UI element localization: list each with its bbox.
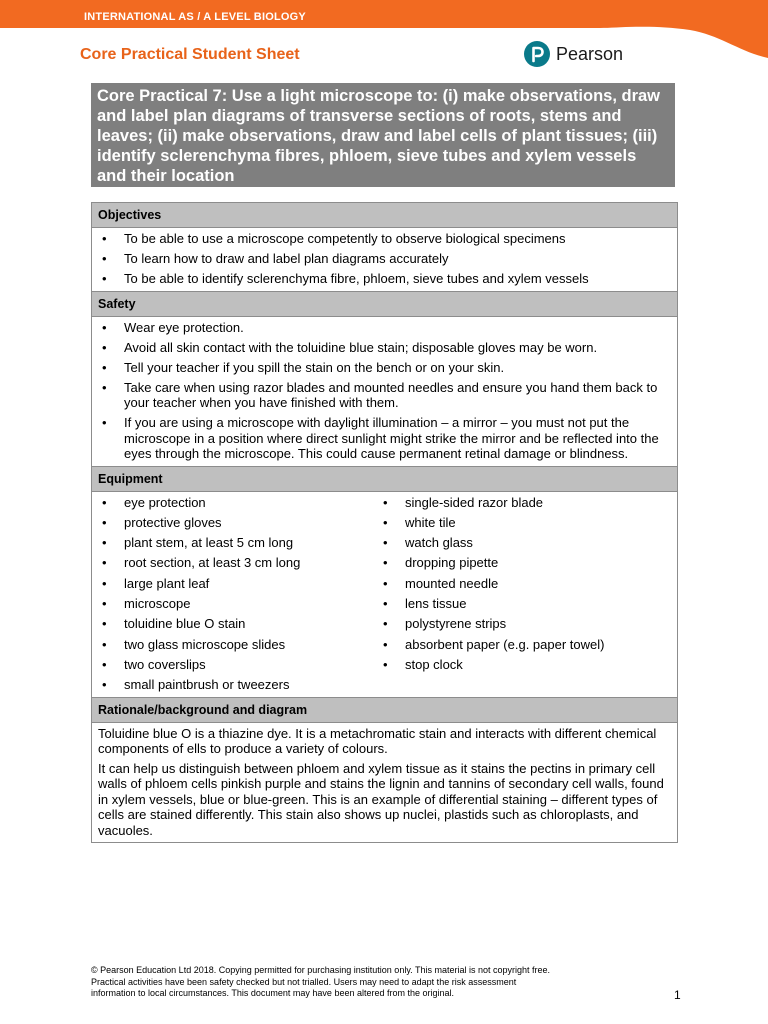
list-item: • To be able to identify sclerenchyma fibre, phloem, sieve tubes and xylem vessels [98, 271, 671, 287]
list-item: • white tile [379, 515, 671, 531]
series-title: INTERNATIONAL AS / A LEVEL BIOLOGY [84, 11, 306, 23]
list-item: • absorbent paper (e.g. paper towel) [379, 637, 671, 653]
list-item: • To be able to use a microscope competently to observe biological specimens [98, 231, 671, 247]
list-item: • mounted needle [379, 576, 671, 592]
list-item: • single-sided razor blade [379, 495, 671, 511]
list-item: • two glass microscope slides [98, 637, 379, 653]
pearson-logo-icon [524, 41, 550, 67]
footer-copyright: © Pearson Education Ltd 2018. Copying permitted for purchasing institution only. This material is not copyright free. [91, 965, 551, 975]
list-item: • dropping pipette [379, 555, 671, 571]
footer-line: information to local circumstances. This document may have been altered from the original. [91, 988, 455, 998]
list-item: • Take care when using razor blades and mounted needles and ensure you hand them back to your teacher when you have finished with them. [98, 380, 671, 411]
equipment-list-left [98, 495, 379, 693]
list-item: • lens tissue [379, 596, 671, 612]
objectives-heading: Objectives [92, 203, 677, 228]
list-item: • stop clock [379, 657, 671, 673]
list-item: • Wear eye protection. [98, 320, 671, 336]
safety-heading: Safety [92, 292, 677, 317]
rationale-heading: Rationale/background and diagram [92, 698, 677, 723]
pearson-logo [524, 40, 623, 68]
list-item: • plant stem, at least 5 cm long [98, 535, 379, 551]
list-item: • small paintbrush or tweezers [98, 677, 379, 693]
objectives-section [92, 228, 677, 292]
footer-notice [91, 965, 651, 1000]
list-item: • Avoid all skin contact with the toluidine blue stain; disposable gloves may be worn. [98, 340, 671, 356]
equipment-list-right [379, 495, 671, 673]
list-item: • polystyrene strips [379, 616, 671, 632]
equipment-section [92, 492, 677, 698]
rationale-paragraph: It can help us distinguish between phloem and xylem tissue as it stains the pectins in primary cell walls of phloem cells pinkish purple and stains the lignin and tannins of secondary cell walls, found in xylem vessels, blue or blue-green. This is an example of differential staining – different types of cells are stained differently. This stain also shows up nuclei, plastids such as chloroplasts, and vacuoles. [98, 760, 664, 838]
list-item: • protective gloves [98, 515, 379, 531]
pearson-logo-text: Pearson [556, 43, 624, 64]
list-item: • Tell your teacher if you spill the stain on the bench or on your skin. [98, 360, 671, 376]
page-number: 1 [674, 988, 681, 1002]
footer-line: Practical activities have been safety checked but not trialled. Users may need to adapt the risk assessment [91, 976, 517, 987]
equipment-heading: Equipment [92, 467, 677, 492]
list-item: • toluidine blue O stain [98, 616, 379, 632]
safety-list [98, 320, 671, 462]
list-item: • microscope [98, 596, 379, 612]
list-item: • large plant leaf [98, 576, 379, 592]
practical-title: Core Practical 7: Use a light microscope to: (i) make observations, draw and label plan diagrams of transverse sections of roots, stems and leaves; (ii) make observations, draw and label cells of plant tissues; (iii) identify sclerenchyma fibres, phloem, sieve tubes and xylem vessels and their location [91, 83, 675, 187]
safety-section [92, 317, 677, 467]
list-item: • watch glass [379, 535, 671, 551]
list-item: • root section, at least 3 cm long [98, 555, 379, 571]
practical-table [91, 202, 678, 843]
rationale-section [92, 723, 677, 843]
sheet-title: Core Practical Student Sheet [80, 46, 300, 63]
rationale-paragraph: Toluidine blue O is a thiazine dye. It is a metachromatic stain and interacts with different chemical components of ells to produce a variety of colours. [98, 725, 657, 757]
list-item: • eye protection [98, 495, 379, 511]
list-item: • If you are using a microscope with daylight illumination – a mirror – you must not put the microscope in a position where direct sunlight might strike the mirror and be reflected into the eyes through the microscope. This could cause permanent retinal damage or blindness. [98, 415, 671, 462]
list-item: • two coverslips [98, 657, 379, 673]
list-item: • To learn how to draw and label plan diagrams accurately [98, 251, 671, 267]
objectives-list [98, 231, 671, 287]
